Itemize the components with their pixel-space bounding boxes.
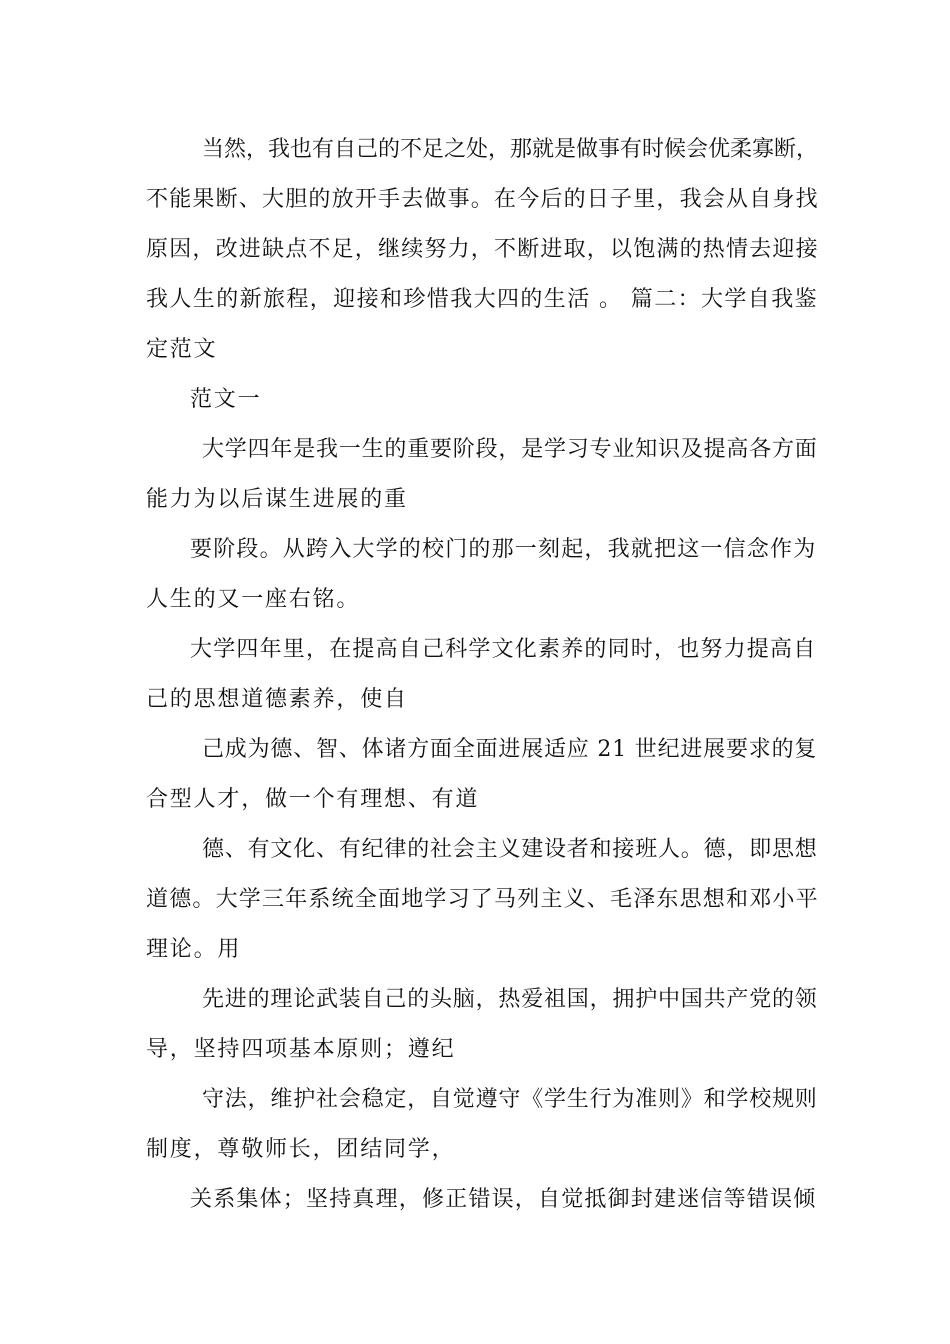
- text-line: 大学四年是我一生的重要阶段，是学习专业知识及提高各方面: [202, 437, 818, 462]
- text-line: 当然，我也有自己的不足之处，那就是做事有时候会优柔寡断，: [202, 137, 819, 162]
- text-line: 先进的理论武装自己的头脑，热爱祖国，拥护中国共产党的领: [202, 987, 818, 1012]
- text-line: 关系集体；坚持真理，修正错误，自觉抵御封建迷信等错误倾: [190, 1187, 817, 1212]
- text-line: 大学四年里，在提高自己科学文化素养的同时，也努力提高自: [190, 637, 817, 662]
- text-line: 制度，尊敬师长，团结同学，: [146, 1137, 456, 1162]
- text-line: 己的思想道德素养，使自: [146, 687, 408, 712]
- text-line: 能力为以后谋生进展的重: [146, 487, 408, 512]
- text-line: 己成为德、智、体诸方面全面进展适应 21 世纪进展要求的复: [202, 737, 818, 762]
- text-line: 人生的又一座右铭。: [146, 587, 361, 612]
- text-line: 不能果断、大胆的放开手去做事。在今后的日子里，我会从自身找: [146, 187, 819, 212]
- text-line: 我人生的新旅程，迎接和珍惜我大四的生活 。 篇二：大学自我鉴: [146, 287, 818, 312]
- text-line: 道德。大学三年系统全面地学习了马列主义、毛泽东思想和邓小平: [146, 887, 819, 912]
- text-line: 导，坚持四项基本原则；遵纪: [146, 1037, 456, 1062]
- text-line: 合型人才，做一个有理想、有道: [146, 787, 480, 812]
- text-line: 理论。用: [146, 937, 242, 962]
- text-line: 德、有文化、有纪律的社会主义建设者和接班人。德，即思想: [202, 837, 818, 862]
- text-line: 要阶段。从跨入大学的校门的那一刻起，我就把这一信念作为: [190, 537, 817, 562]
- text-line: 定范文: [146, 337, 218, 362]
- text-line: 原因，改进缺点不足，继续努力，不断进取，以饱满的热情去迎接: [146, 237, 819, 262]
- text-line: 守法，维护社会稳定，自觉遵守《学生行为准则》和学校规则: [202, 1087, 818, 1112]
- text-line: 范文一: [190, 387, 262, 412]
